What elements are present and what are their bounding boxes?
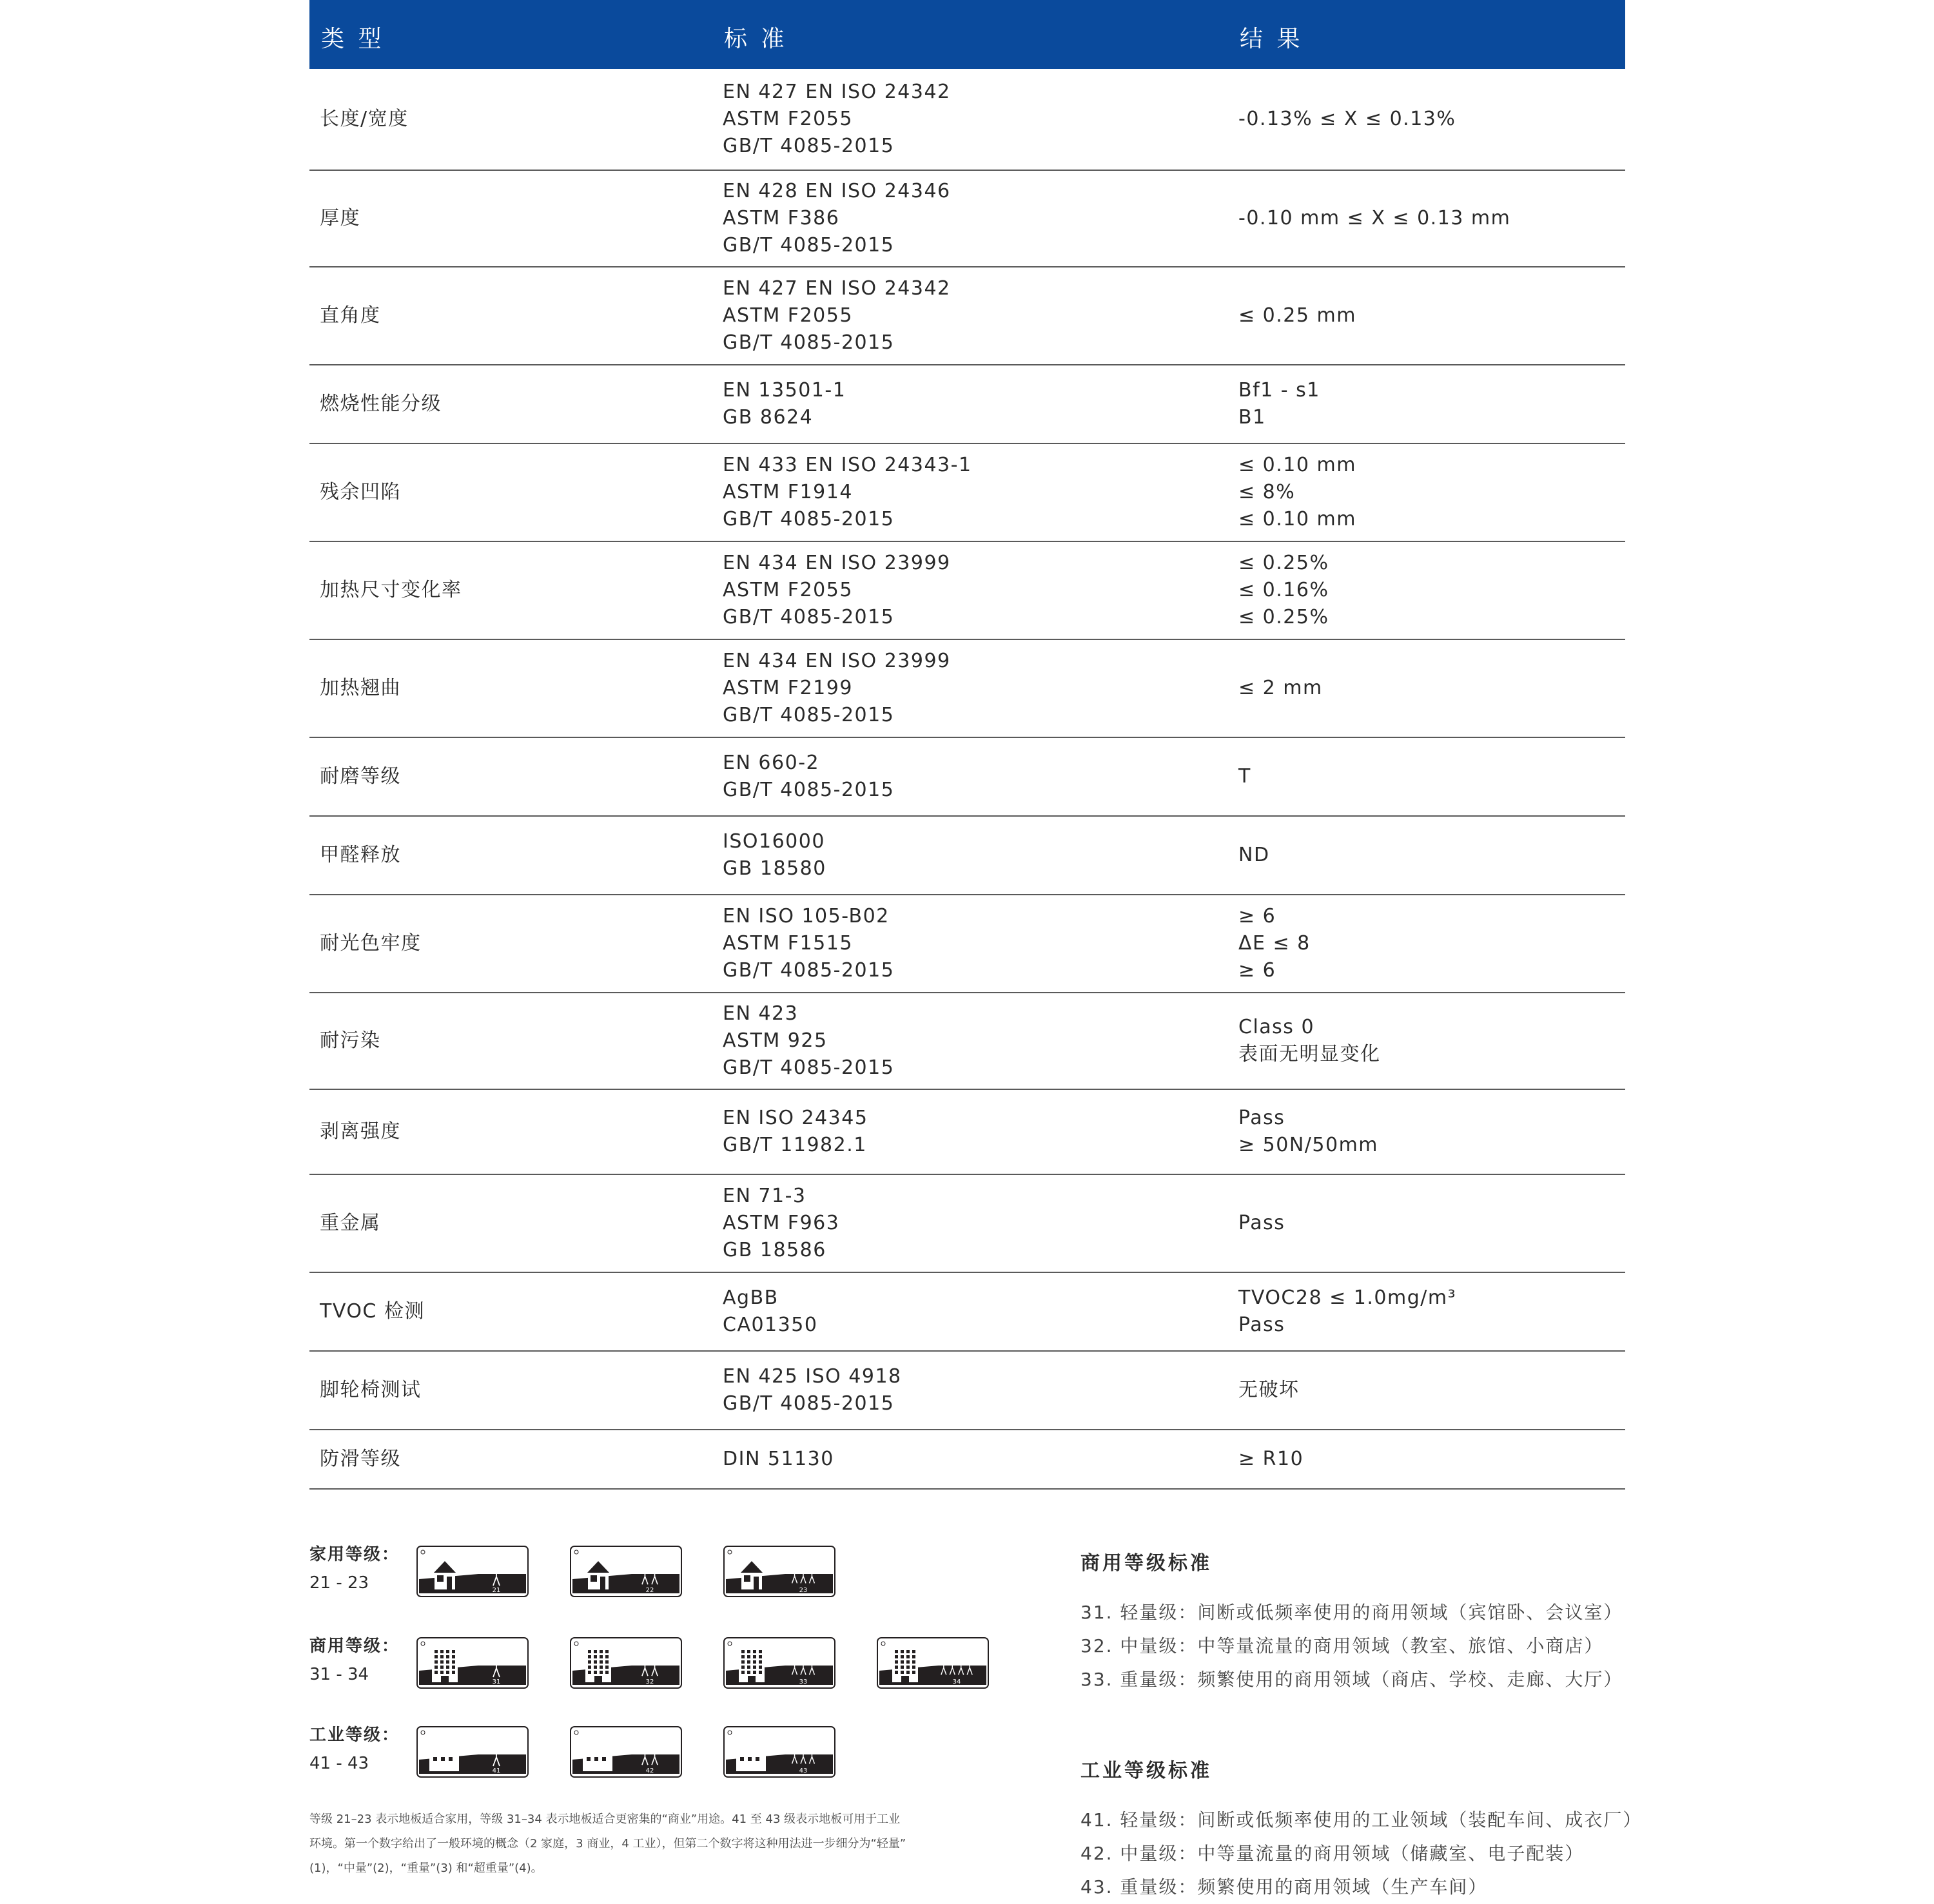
row-results	[1238, 69, 1625, 170]
header-standard: 标 准	[724, 26, 788, 52]
standard-line: GB/T 4085-2015	[723, 704, 895, 726]
class-number: 31	[492, 1678, 501, 1685]
row-results	[1238, 738, 1625, 815]
result-line: ≥ 6	[1238, 905, 1276, 928]
result-line: ≤ 0.25%	[1238, 552, 1329, 574]
house-class-22-icon	[570, 1546, 682, 1597]
standard-line: GB/T 4085-2015	[723, 959, 895, 982]
result-line: TVOC28 ≤ 1.0mg/m³	[1238, 1287, 1457, 1309]
standard-line: EN ISO 105-B02	[723, 905, 890, 928]
result-line: ≤ 0.10 mm	[1238, 508, 1356, 530]
row-results	[1238, 1273, 1625, 1350]
result-line: ≥ 50N/50mm	[1238, 1134, 1379, 1156]
row-type: 重金属	[320, 1212, 381, 1234]
industrial-standard-item: 41. 轻量级：间断或低频率使用的工业领域（装配车间、成衣厂）	[1080, 1809, 1643, 1831]
result-line: ND	[1238, 844, 1270, 866]
standard-line: EN 434 EN ISO 23999	[723, 552, 951, 574]
row-results	[1238, 895, 1625, 992]
standard-line: EN 425 ISO 4918	[723, 1365, 902, 1388]
result-line: -0.10 mm ≤ X ≤ 0.13 mm	[1238, 207, 1511, 229]
row-standards	[723, 738, 1226, 815]
row-type: 直角度	[320, 304, 381, 327]
legend-group-title: 家用等级：	[309, 1545, 400, 1564]
standard-line: ASTM F1914	[723, 481, 853, 503]
standard-line: GB/T 11982.1	[723, 1134, 867, 1156]
table-row	[309, 1175, 1625, 1273]
standard-line: AgBB	[723, 1287, 779, 1309]
spec-table	[309, 0, 1625, 1490]
legend-group-title: 工业等级：	[309, 1725, 400, 1745]
result-line: ≤ 2 mm	[1238, 677, 1323, 699]
usage-class-legend	[309, 1534, 1031, 1785]
office-class-34-icon	[877, 1637, 989, 1689]
standard-line: EN 427 EN ISO 24342	[723, 81, 951, 103]
row-standards	[723, 171, 1226, 266]
standard-line: GB/T 4085-2015	[723, 1056, 895, 1079]
result-line: ≥ 6	[1238, 959, 1276, 982]
commercial-standard-item: 33. 重量级：频繁使用的商用领域（商店、学校、走廊、大厅）	[1080, 1669, 1623, 1690]
row-type: 甲醛释放	[320, 844, 401, 866]
row-results	[1238, 817, 1625, 894]
factory-class-43-icon	[723, 1726, 835, 1778]
standard-line: GB/T 4085-2015	[723, 508, 895, 530]
standard-line: ASTM 925	[723, 1029, 828, 1052]
standard-line: EN 427 EN ISO 24342	[723, 277, 951, 300]
commercial-standard-title: 商用等级标准	[1080, 1552, 1212, 1575]
standard-line: CA01350	[723, 1314, 818, 1336]
row-standards	[723, 1090, 1226, 1174]
standard-line: GB/T 4085-2015	[723, 779, 895, 801]
row-standards	[723, 993, 1226, 1089]
factory-class-41-icon	[416, 1726, 529, 1778]
legend-group-label	[309, 1632, 400, 1689]
row-results	[1238, 542, 1625, 639]
table-row	[309, 365, 1625, 444]
row-results	[1238, 1430, 1625, 1488]
row-results	[1238, 993, 1625, 1089]
row-results	[1238, 1352, 1625, 1429]
row-standards	[723, 444, 1226, 541]
class-number: 33	[799, 1678, 808, 1685]
row-type: TVOC 检测	[320, 1300, 425, 1323]
office-class-31-icon	[416, 1637, 529, 1689]
legend-group-range: 31 - 34	[309, 1665, 369, 1684]
standard-line: ASTM F1515	[723, 932, 853, 955]
standard-line: ASTM F2055	[723, 108, 853, 130]
row-results	[1238, 640, 1625, 737]
row-standards	[723, 817, 1226, 894]
standard-line: GB/T 4085-2015	[723, 234, 895, 257]
row-type: 耐光色牢度	[320, 932, 422, 955]
standard-line: EN ISO 24345	[723, 1107, 868, 1129]
row-results	[1238, 444, 1625, 541]
result-line: ΔE ≤ 8	[1238, 932, 1311, 955]
standard-line: ISO16000	[723, 830, 825, 853]
class-number: 42	[645, 1767, 654, 1774]
industrial-standard-title: 工业等级标准	[1080, 1760, 1212, 1782]
header-result: 结 果	[1240, 26, 1304, 52]
legend-group-title: 商用等级：	[309, 1637, 400, 1656]
result-line: -0.13% ≤ X ≤ 0.13%	[1238, 108, 1456, 130]
legend-group-range: 21 - 23	[309, 1573, 369, 1593]
standard-line: EN 660-2	[723, 752, 820, 774]
result-line: T	[1238, 765, 1251, 788]
standard-line: ASTM F386	[723, 207, 840, 229]
standard-line: EN 428 EN ISO 24346	[723, 180, 951, 202]
note-line: 等级 21–23 表示地板适合家用，等级 31–34 表示地板适合更密集的“商业”用途。41 至 43 级表示地板可用于工业	[309, 1812, 901, 1826]
table-row	[309, 1352, 1625, 1430]
result-line: B1	[1238, 406, 1266, 429]
industrial-standard-item: 42. 中量级：中等量流量的商用领域（储藏室、电子配装）	[1080, 1843, 1585, 1864]
row-standards	[723, 1352, 1226, 1429]
legend-group-label	[309, 1540, 400, 1597]
standard-line: EN 13501-1	[723, 379, 846, 402]
table-row	[309, 267, 1625, 365]
row-type: 剥离强度	[320, 1120, 401, 1143]
industrial-standard-item: 43. 重量级：频繁使用的商用领域（生产车间）	[1080, 1876, 1488, 1898]
note-line: 环境。第一个数字给出了一般环境的概念（2 家庭，3 商业，4 工业），但第二个数字将这种用法进一步细分为“轻量”	[309, 1837, 906, 1851]
table-row	[309, 69, 1625, 171]
row-standards	[723, 69, 1226, 170]
table-row	[309, 542, 1625, 640]
factory-class-42-icon	[570, 1726, 682, 1778]
table-row	[309, 1090, 1625, 1175]
result-line: Bf1 - s1	[1238, 379, 1320, 402]
row-standards	[723, 365, 1226, 443]
row-standards	[723, 1273, 1226, 1350]
table-header	[309, 0, 1625, 69]
table-row	[309, 993, 1625, 1090]
standard-line: GB 18580	[723, 857, 826, 880]
standard-line: ASTM F963	[723, 1212, 840, 1234]
table-row	[309, 1430, 1625, 1490]
row-standards	[723, 542, 1226, 639]
standard-line: EN 434 EN ISO 23999	[723, 650, 951, 672]
class-number: 21	[492, 1587, 501, 1594]
row-type: 残余凹陷	[320, 481, 401, 503]
usage-class-note	[309, 1807, 1006, 1881]
row-standards	[723, 895, 1226, 992]
commercial-standard	[1080, 1547, 1661, 1696]
standard-line: EN 71-3	[723, 1185, 806, 1207]
table-row	[309, 1273, 1625, 1352]
office-class-32-icon	[570, 1637, 682, 1689]
row-standards	[723, 1430, 1226, 1488]
result-line: ≤ 8%	[1238, 481, 1296, 503]
row-type: 加热翘曲	[320, 677, 401, 699]
house-class-23-icon	[723, 1546, 835, 1597]
result-line: Class 0	[1238, 1016, 1315, 1038]
legend-group-range: 41 - 43	[309, 1754, 369, 1773]
table-row	[309, 171, 1625, 267]
row-type: 脚轮椅测试	[320, 1379, 422, 1401]
result-line: 无破坏	[1238, 1379, 1300, 1401]
standard-line: ASTM F2055	[723, 579, 853, 601]
class-number: 34	[952, 1678, 961, 1685]
result-line: ≤ 0.25 mm	[1238, 304, 1356, 327]
standard-line: DIN 51130	[723, 1448, 834, 1470]
row-type: 长度/宽度	[320, 108, 409, 130]
house-class-21-icon	[416, 1546, 529, 1597]
standard-line: EN 433 EN ISO 24343-1	[723, 454, 972, 476]
row-results	[1238, 267, 1625, 364]
row-type: 耐污染	[320, 1029, 381, 1052]
class-number: 43	[799, 1767, 808, 1774]
row-type: 防滑等级	[320, 1448, 401, 1470]
result-line: ≤ 0.16%	[1238, 579, 1329, 601]
standard-line: GB/T 4085-2015	[723, 135, 895, 157]
commercial-standard-item: 32. 中量级：中等量流量的商用领域（教室、旅馆、小商店）	[1080, 1635, 1604, 1656]
table-row	[309, 444, 1625, 542]
commercial-standard-item: 31. 轻量级：间断或低频率使用的商用领域（宾馆卧、会议室）	[1080, 1602, 1623, 1623]
row-results	[1238, 365, 1625, 443]
result-line: Pass	[1238, 1212, 1285, 1234]
row-type: 加热尺寸变化率	[320, 579, 462, 601]
row-type: 耐磨等级	[320, 765, 401, 788]
note-line: (1)，“中量”(2)，“重量”(3) 和“超重量”(4)。	[309, 1861, 543, 1875]
row-type: 厚度	[320, 207, 360, 229]
result-line: ≤ 0.25%	[1238, 606, 1329, 628]
result-line: Pass	[1238, 1314, 1285, 1336]
standard-line: GB/T 4085-2015	[723, 606, 895, 628]
row-standards	[723, 1175, 1226, 1272]
class-number: 23	[799, 1587, 808, 1594]
standard-line: GB 18586	[723, 1239, 826, 1261]
table-row	[309, 895, 1625, 993]
table-row	[309, 817, 1625, 895]
class-number: 41	[492, 1767, 501, 1774]
standard-line: ASTM F2055	[723, 304, 853, 327]
result-line: Pass	[1238, 1107, 1285, 1129]
office-class-33-icon	[723, 1637, 835, 1689]
standard-line: GB/T 4085-2015	[723, 331, 895, 354]
standard-line: ASTM F2199	[723, 677, 853, 699]
standard-line: EN 423	[723, 1002, 799, 1025]
header-type: 类 型	[321, 26, 385, 52]
row-results	[1238, 1175, 1625, 1272]
standard-line: GB/T 4085-2015	[723, 1392, 895, 1415]
table-row	[309, 640, 1625, 738]
result-line: ≤ 0.10 mm	[1238, 454, 1356, 476]
table-body	[309, 69, 1625, 1490]
result-line: ≥ R10	[1238, 1448, 1304, 1470]
class-number: 32	[645, 1678, 654, 1685]
row-standards	[723, 267, 1226, 364]
table-row	[309, 738, 1625, 817]
legend-group-label	[309, 1721, 400, 1778]
standard-line: GB 8624	[723, 406, 814, 429]
row-results	[1238, 1090, 1625, 1174]
class-number: 22	[645, 1587, 654, 1594]
industrial-standard	[1080, 1754, 1661, 1904]
row-standards	[723, 640, 1226, 737]
row-results	[1238, 171, 1625, 266]
row-type: 燃烧性能分级	[320, 393, 442, 415]
result-line: 表面无明显变化	[1238, 1043, 1381, 1065]
